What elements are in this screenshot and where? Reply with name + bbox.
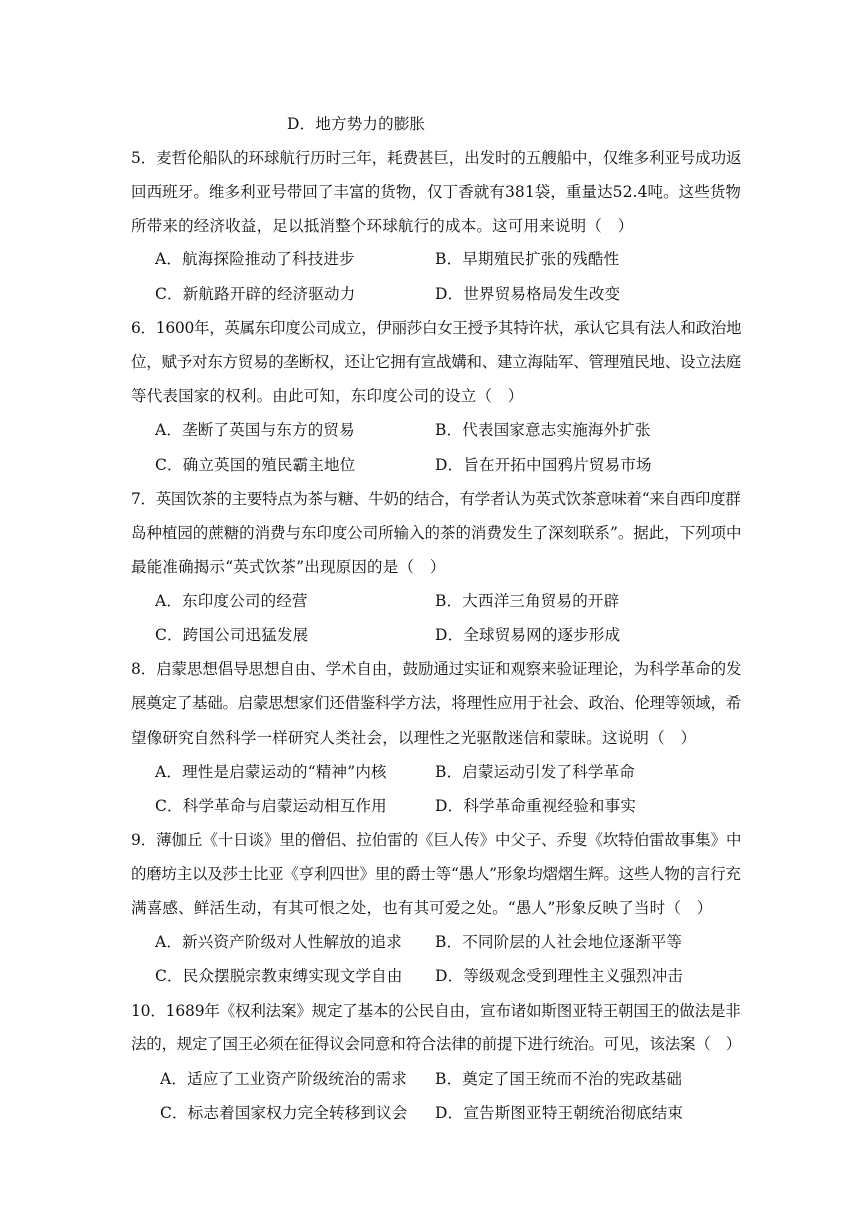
q5-option-a[interactable]: A．航海探险推动了科技进步 — [155, 250, 355, 268]
q6-option-a[interactable]: A．垄断了英国与东方的贸易 — [155, 421, 355, 439]
q10-option-a[interactable]: A．适应了工业资产阶级统治的需求 — [160, 1070, 407, 1088]
q5-stem-line-2: 回西班牙。维多利亚号带回了丰富的货物，仅丁香就有381袋，重量达52.4吨。这些货物 — [131, 183, 741, 201]
q6-option-c[interactable]: C．确立英国的殖民霸主地位 — [155, 456, 356, 474]
q10-stem-line-2: 法的，规定了国王必须在征得议会同意和符合法律的前提下进行统治。可见，该法案（ ） — [131, 1035, 742, 1053]
q10-stem-line-1: 10．1689年《权利法案》规定了基本的公民自由，宣布诸如斯图亚特王朝国王的做法是非 — [131, 1002, 741, 1020]
q10-option-b[interactable]: B．奠定了国王统而不治的宪政基础 — [435, 1070, 683, 1088]
q10-option-d[interactable]: D．宣告斯图亚特王朝统治彻底结束 — [435, 1104, 684, 1122]
q5-option-b[interactable]: B．早期殖民扩张的残酷性 — [435, 250, 620, 268]
q9-option-b[interactable]: B．不同阶层的人社会地位逐渐平等 — [435, 933, 683, 951]
q6-option-b[interactable]: B．代表国家意志实施海外扩张 — [435, 421, 651, 439]
q9-option-a[interactable]: A．新兴资产阶级对人性解放的追求 — [155, 933, 402, 951]
q6-option-d[interactable]: D．旨在开拓中国鸦片贸易市场 — [435, 456, 652, 474]
q5-option-c[interactable]: C．新航路开辟的经济驱动力 — [155, 285, 356, 303]
q7-option-c[interactable]: C．跨国公司迅猛发展 — [155, 626, 309, 644]
q8-stem-line-1: 8．启蒙思想倡导思想自由、学术自由，鼓励通过实证和观察来验证理论，为科学革命的发 — [131, 660, 742, 678]
q7-option-d[interactable]: D．全球贸易网的逐步形成 — [435, 626, 621, 644]
q4-option-d[interactable]: D．地方势力的膨胀 — [287, 115, 426, 133]
q8-option-a[interactable]: A．理性是启蒙运动的“精神”内核 — [155, 763, 387, 781]
q9-option-d[interactable]: D．等级观念受到理性主义强烈冲击 — [435, 967, 684, 985]
q6-stem-line-3: 等代表国家的权利。由此可知，东印度公司的设立（ ） — [131, 387, 524, 405]
q5-option-d[interactable]: D．世界贸易格局发生改变 — [435, 285, 621, 303]
q8-stem-line-3: 望像研究自然科学一样研究人类社会，以理性之光驱散迷信和蒙昧。这说明（ ） — [131, 729, 697, 747]
q8-option-c[interactable]: C．科学革命与启蒙运动相互作用 — [155, 797, 387, 815]
q6-stem-line-2: 位，赋予对东方贸易的垄断权，还让它拥有宣战媾和、建立海陆军、管理殖民地、设立法庭 — [131, 353, 742, 371]
q7-stem-line-2: 岛种植园的蔗糖的消费与东印度公司所输入的茶的消费发生了深刻联系”。据此，下列项中 — [131, 524, 742, 542]
q7-option-b[interactable]: B．大西洋三角贸易的开辟 — [435, 592, 620, 610]
q9-stem-line-1: 9．薄伽丘《十日谈》里的僧侣、拉伯雷的《巨人传》中父子、乔叟《坎特伯雷故事集》中 — [131, 831, 742, 849]
q8-option-b[interactable]: B．启蒙运动引发了科学革命 — [435, 763, 635, 781]
q9-option-c[interactable]: C．民众摆脱宗教束缚实现文学自由 — [155, 967, 403, 985]
q5-stem-line-3: 所带来的经济收益，足以抵消整个环球航行的成本。这可用来说明（ ） — [131, 217, 634, 235]
q10-option-c[interactable]: C．标志着国家权力完全转移到议会 — [160, 1104, 408, 1122]
q5-stem-line-1: 5．麦哲伦船队的环球航行历时三年，耗费甚巨，出发时的五艘船中，仅维多利亚号成功返 — [131, 149, 742, 167]
q7-stem-line-3: 最能准确揭示“英式饮茶”出现原因的是（ ） — [131, 558, 446, 576]
q9-stem-line-3: 满喜感、鲜活生动，有其可恨之处，也有其可爱之处。“愚人”形象反映了当时（ ） — [131, 899, 713, 917]
q6-stem-line-1: 6．1600年，英属东印度公司成立，伊丽莎白女王授予其特许状，承认它具有法人和政治地 — [131, 319, 742, 337]
q7-stem-line-1: 7．英国饮茶的主要特点为茶与糖、牛奶的结合，有学者认为英式饮茶意味着“来自西印度群 — [131, 490, 741, 508]
q7-option-a[interactable]: A．东印度公司的经营 — [155, 592, 308, 610]
q8-stem-line-2: 展奠定了基础。启蒙思想家们还借鉴科学方法，将理性应用于社会、政治、伦理等领域，希 — [131, 694, 742, 712]
q9-stem-line-2: 的磨坊主以及莎士比亚《亨利四世》里的爵士等“愚人”形象均熠熠生辉。这些人物的言行充 — [131, 865, 741, 883]
q8-option-d[interactable]: D．科学革命重视经验和事实 — [435, 797, 637, 815]
